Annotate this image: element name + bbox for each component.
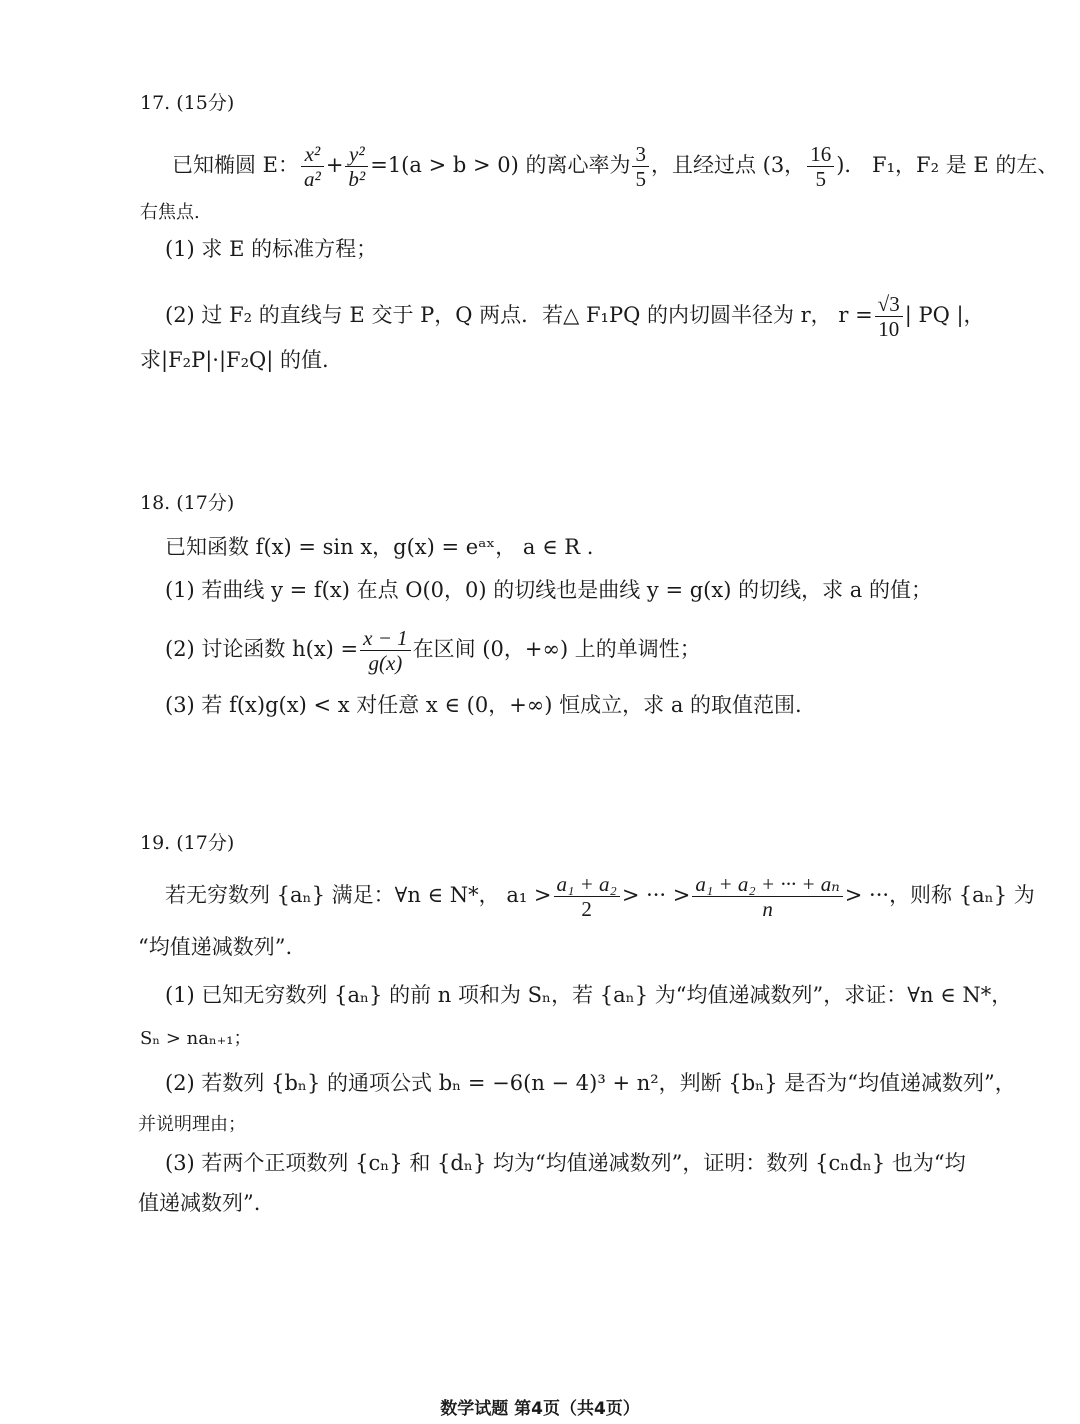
q19-part3-line2: 值递减数列”. [138,1191,261,1215]
q19-part1-line2: Sₙ > naₙ₊₁； [140,1028,252,1049]
q18-frac-hx [360,626,411,675]
frac-num: 3 [632,142,649,167]
q19-stem [165,872,1035,921]
frac-den: 10 [878,317,900,341]
q19-part2-line2: 并说明理由； [138,1114,246,1135]
q17-frac-sqrt3-10 [875,292,903,341]
q17-stem-d: )． F₁，F₂ 是 E 的左、 [836,153,1059,177]
frac-num: y² [345,142,368,167]
q19-stem-b: > ··· > [621,883,691,907]
q17-part2-a: (2) 过 F₂ 的直线与 E 交于 P，Q 两点．若△ F₁PQ 的内切圆半径为 r， r = [165,303,873,327]
q17-part1: (1) 求 E 的标准方程； [165,237,378,261]
q17-header: 17. (15分) [140,92,235,114]
q17-frac-16-5 [807,142,834,191]
q17-part2 [165,292,985,341]
frac-num: a₁ + a₂ [554,872,620,897]
q17-frac-3-5 [632,142,649,191]
q19-stem-a: 若无穷数列 {aₙ} 满足：∀n ∈ N*， a₁ > [165,883,552,907]
q17-stem-a: 已知椭圆 E： [172,153,300,177]
q19-stem-line2: “均值递减数列”. [138,935,293,959]
frac-den: b² [348,167,366,191]
frac-num: 16 [807,142,834,167]
q17-part2-line2: 求|F₂P|·|F₂Q| 的值. [140,348,329,372]
q18-part2-a: (2) 讨论函数 h(x) = [165,637,359,661]
q17-stem-line2: 右焦点. [140,202,200,223]
q18-part2-b: 在区间 (0，+∞) 上的单调性； [412,637,701,661]
q17-stem [172,142,1058,191]
q18-part3: (3) 若 f(x)g(x) < x 对任意 x ∈ (0，+∞) 恒成立，求 a 的取值范围. [165,693,802,717]
q17-part2-b: | PQ |， [904,303,985,327]
frac-num: √3 [875,292,903,317]
q19-frac-sum-n [692,872,842,921]
q18-part2 [165,626,701,675]
frac-den: 5 [635,167,646,191]
q19-part2: (2) 若数列 {bₙ} 的通项公式 bₙ = −6(n − 4)³ + n²，判断 {bₙ} 是否为“均值递减数列”， [165,1071,1016,1095]
q17-frac-x2a2 [301,142,324,191]
frac-den: 2 [581,897,592,921]
q19-header: 19. (17分) [140,832,235,854]
q17-stem-b: =1(a > b > 0) 的离心率为 [370,153,631,177]
page-footer: 数学试题 第4页（共4页） [440,1399,640,1419]
plus-sign: + [325,153,344,177]
q19-part1: (1) 已知无穷数列 {aₙ} 的前 n 项和为 Sₙ，若 {aₙ} 为“均值递减数列”，求证：∀n ∈ N*， [165,983,1013,1007]
q19-stem-c: > ···，则称 {aₙ} 为 [844,883,1035,907]
frac-den: 5 [815,167,826,191]
q19-frac-a1a2 [554,872,620,921]
q18-stem: 已知函数 f(x) = sin x，g(x) = eᵃˣ， a ∈ R . [165,535,594,559]
q17-frac-y2b2 [345,142,368,191]
frac-den: g(x) [368,651,403,675]
frac-num: x − 1 [360,626,411,651]
q18-header: 18. (17分) [140,492,235,514]
q18-part1: (1) 若曲线 y = f(x) 在点 O(0，0) 的切线也是曲线 y = g(x) 的切线，求 a 的值； [165,578,932,602]
frac-num: a₁ + a₂ + ··· + aₙ [692,872,842,897]
q17-stem-c: ，且经过点 (3， [650,153,806,177]
frac-num: x² [301,142,324,167]
q19-part3: (3) 若两个正项数列 {cₙ} 和 {dₙ} 均为“均值递减数列”，证明：数列 {cₙdₙ} 也为“均 [165,1151,966,1175]
frac-den: a² [304,167,321,191]
frac-den: n [762,897,773,921]
